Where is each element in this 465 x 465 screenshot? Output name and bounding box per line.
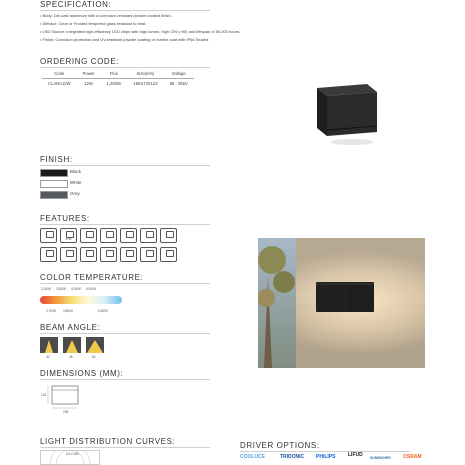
feature-icon — [100, 228, 117, 243]
feature-icon — [100, 247, 117, 262]
beam-45-icon — [63, 337, 81, 353]
spec-item: • Body: Die-cast aluminum with a corrosion-resistant powder-coated finish. — [40, 13, 172, 18]
cct-gradient-bar — [40, 296, 122, 304]
cct-label: 5,000K — [86, 287, 97, 291]
divider — [40, 10, 210, 11]
table-header-cell: Size(mm) — [127, 69, 163, 79]
installation-photo — [258, 238, 425, 368]
beam-angle-label: 30 — [46, 355, 50, 359]
table-cell: 12W — [84, 81, 93, 86]
divider — [40, 447, 210, 448]
finish-label: Black — [70, 169, 82, 174]
beam-60-icon — [86, 337, 104, 353]
dimensions-heading: DIMENSIONS (MM): — [40, 369, 124, 378]
finish-swatch-grey — [40, 191, 68, 199]
table-row — [42, 79, 194, 89]
specification-list — [40, 12, 340, 44]
finish-heading: FINISH: — [40, 155, 73, 164]
brand-tridonic-logo: TRIDONIC — [280, 454, 305, 460]
divider — [40, 283, 210, 284]
dimension-width: 155 — [63, 410, 69, 414]
dimension-height: 123 — [41, 393, 47, 397]
cct-label: 2,200K — [41, 287, 52, 291]
divider — [240, 451, 410, 452]
brand-philips-logo: PHILIPS — [316, 454, 336, 460]
divider — [40, 165, 210, 166]
beam-30-icon — [40, 337, 58, 353]
spec-item: • LED Source: Integrated high-efficiency LED chips with high lumen, high CRI (>90) and lifespan of 50,000 hours. — [40, 29, 241, 34]
ordering-heading: ORDERING CODE: — [40, 57, 120, 66]
finish-label: Grey — [70, 191, 80, 196]
spec-item: • Finish: Corrosion protection and UV-resistant powder coating or marine coat with IP66 Sealed. — [40, 37, 210, 42]
cct-label: 3,000K — [56, 287, 67, 291]
brand-cooluce-logo: COOLUCE — [240, 454, 265, 460]
finish-swatch-black — [40, 169, 68, 177]
driver-options-heading: DRIVER OPTIONS: — [240, 441, 320, 450]
color-temperature-heading: COLOR TEMPERATURE: — [40, 273, 144, 282]
table-header-cell: Flux — [100, 69, 127, 79]
cct-label: 2,700K — [46, 309, 57, 313]
beam-angle-heading: BEAM ANGLE: — [40, 323, 101, 332]
features-heading: FEATURES: — [40, 214, 90, 223]
finish-label: White — [70, 180, 82, 185]
table-header-cell: Power — [77, 69, 101, 79]
feature-icon — [140, 228, 157, 243]
feature-icon — [160, 247, 177, 262]
finish-swatch-white — [40, 180, 68, 188]
cct-label: 4,000K — [71, 287, 82, 291]
table-cell: CLANA12W — [48, 81, 71, 86]
brand-sunricher-logo: SUNRICHER — [370, 456, 391, 460]
ordering-table — [42, 69, 194, 88]
product-image — [305, 78, 385, 148]
feature-icon — [80, 228, 97, 243]
feature-icon — [60, 247, 77, 262]
beam-angle-label: 45 — [69, 355, 73, 359]
brand-osram-logo: OSRAM — [403, 454, 422, 460]
beam-angle-label: 60 — [92, 355, 96, 359]
table-cell: 1,200lm — [106, 81, 122, 86]
light-distribution-heading: LIGHT DISTRIBUTION CURVES: — [40, 437, 176, 446]
table-header-row — [42, 69, 194, 79]
feature-icon — [120, 228, 137, 243]
feature-icon — [80, 247, 97, 262]
cct-label: 3,500K — [63, 309, 74, 313]
divider — [40, 379, 210, 380]
feature-icon — [160, 228, 177, 243]
curve-label: C0-C180 — [66, 452, 79, 456]
divider — [40, 224, 210, 225]
table-cell: 155X73X123 — [133, 81, 158, 86]
specification-heading: SPECIFICATION: — [40, 0, 112, 9]
divider — [40, 333, 210, 334]
feature-icon — [140, 247, 157, 262]
ip66-icon: IP-66 — [60, 228, 77, 243]
feature-icon — [40, 228, 57, 243]
feature-icon — [120, 247, 137, 262]
feature-icon — [40, 247, 57, 262]
brand-lifud-logo: LIFUD — [348, 452, 363, 458]
table-cell: 85 - 265V — [169, 81, 188, 86]
cct-label: 6,500K — [98, 309, 109, 313]
divider — [40, 67, 210, 68]
spec-item: • Diffusor: Clear or Frosted tempered glass resistant to heat. — [40, 21, 147, 26]
table-header-cell: Code — [42, 69, 77, 79]
table-header-cell: Voltage — [164, 69, 194, 79]
